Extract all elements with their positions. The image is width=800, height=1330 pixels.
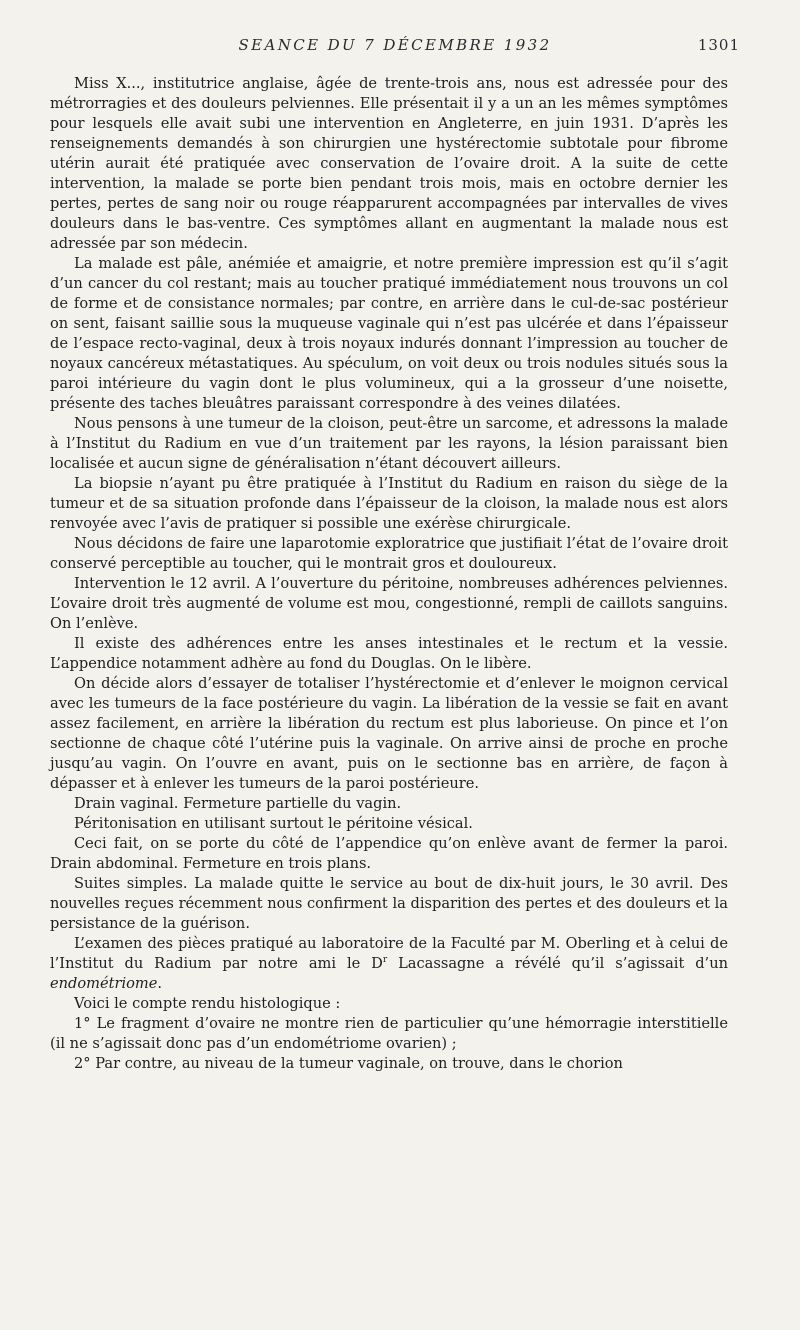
- paragraph-examination-results: [50, 934, 728, 994]
- body-text: [50, 74, 728, 1074]
- page-number: 1301: [697, 36, 740, 54]
- paragraph-peritonisation: Péritonisation en utilisant surtout le péritoine vésical.: [74, 815, 473, 832]
- paragraph-histology-item-1: 1° Le fragment d’ovaire ne montre rien de particulier qu’une hémorragie interstitielle (il ne s’agissait donc pas d’un endométriome ovarien) ;: [50, 1015, 728, 1052]
- paragraph-adhesions: Il existe des adhérences entre les anses intestinales et le rectum et la vessie. L’appendice notamment adhère au fond du Douglas. On le libère.: [50, 635, 728, 672]
- page-header: [50, 36, 740, 58]
- paragraph-histology-intro: Voici le compte rendu histologique :: [74, 995, 341, 1012]
- exam-text-before: L’examen des pièces pratiqué au laboratoire de la Faculté par M. Oberling et à celui de l’Institut du Radium par notre ami le D: [50, 935, 728, 972]
- paragraph-radium-referral: Nous pensons à une tumeur de la cloison, peut-être un sarcome, et adressons la malade à l’Institut du Radium en vue d’un traitement par les rayons, la lésion paraissant bien localisée et aucun signe de généralisation n’étant découvert ailleurs.: [50, 415, 728, 472]
- paragraph-histology-item-2: 2° Par contre, au niveau de la tumeur vaginale, on trouve, dans le chorion: [74, 1055, 623, 1072]
- paragraph-examination: La malade est pâle, anémiée et amaigrie, et notre première impression est qu’il s’agit d’un cancer du col restant; mais au toucher pratiqué immédiatement nous trouvons un col de forme et de consistance normales; par contre, en arrière dans le cul-de-sac postérieur on sent, faisant saillie sous la muqueuse vaginale qui n’est pas ulcérée et dans l’épaisseur de l’espace recto-vaginal, deux à trois noyaux indurés donnant l’impression au toucher de noyaux cancéreux métastatiques. Au spéculum, on voit deux ou trois nodules situés sous la paroi intérieure du vagin dont le plus volumineux, qui a la grosseur d’une noisette, présente des taches bleuâtres paraissant correspondre à des veines dilatées.: [50, 255, 728, 412]
- paragraph-case-intro: Miss X..., institutrice anglaise, âgée de trente-trois ans, nous est adressée pour des métrorragies et des douleurs pelviennes. Elle présentait il y a un an les mêmes symptômes pour lesquels elle avait subi une intervention en Angleterre, en juin 1931. D’après les renseignements demandés à son chirurgien une hystérectomie subtotale pour fibrome utérin aurait été pratiquée avec conservation de l’ovaire droit. A la suite de cette intervention, la malade se porte bien pendant trois mois, mais en octobre dernier les pertes, pertes de sang noir ou rouge réapparurent accompagnées par intervalles de vives douleurs dans le bas-ventre. Ces symptômes allant en augmentant la malade nous est adressée par son médecin.: [50, 75, 728, 252]
- paragraph-appendix: Ceci fait, on se porte du côté de l’appendice qu’on enlève avant de fermer la paroi. Drain abdominal. Fermeture en trois plans.: [50, 835, 728, 872]
- running-head: SEANCE DU 7 DÉCEMBRE 1932: [238, 36, 552, 54]
- paragraph-intervention: Intervention le 12 avril. A l’ouverture du péritoine, nombreuses adhérences pelviennes. L’ovaire droit très augmenté de volume est mou, congestionné, rempli de caillots sanguins. On l’enlève.: [50, 575, 728, 632]
- doctor-superscript: r: [382, 955, 388, 966]
- paragraph-laparotomy-decision: Nous décidons de faire une laparotomie exploratrice que justifiait l’état de l’ovaire droit conservé perceptible au toucher, qui le montrait gros et douloureux.: [50, 535, 728, 572]
- exam-text-middle: Lacassagne a révélé qu’il s’agissait d’un: [387, 955, 728, 972]
- paragraph-drain: Drain vaginal. Fermeture partielle du vagin.: [74, 795, 402, 812]
- paragraph-hysterectomy: On décide alors d’essayer de totaliser l’hystérectomie et d’enlever le moignon cervical avec les tumeurs de la face postérieure du vagin. La libération de la vessie se fait en avant assez facilement, en arrière la libération du rectum est plus laborieuse. On pince et l’on sectionne de chaque côté l’utérine puis la vaginale. On arrive ainsi de proche en proche jusqu’au vagin. On l’ouvre en avant, puis on le sectionne bas en arrière, de façon à dépasser et à enlever les tumeurs de la paroi postérieure.: [50, 675, 728, 792]
- paragraph-biopsy: La biopsie n’ayant pu être pratiquée à l’Institut du Radium en raison du siège de la tumeur et de sa situation profonde dans l’épaisseur de la cloison, la malade nous est alors renvoyée avec l’avis de pratiquer si possible une exérèse chirurgicale.: [50, 475, 728, 532]
- exam-text-after: .: [157, 975, 163, 992]
- paragraph-follow-up: Suites simples. La malade quitte le service au bout de dix-huit jours, le 30 avril. Des nouvelles reçues récemment nous confirment la disparition des pertes et des douleurs et la persistance de la guérison.: [50, 875, 728, 932]
- diagnosis-emphasis: endométriome: [50, 975, 158, 992]
